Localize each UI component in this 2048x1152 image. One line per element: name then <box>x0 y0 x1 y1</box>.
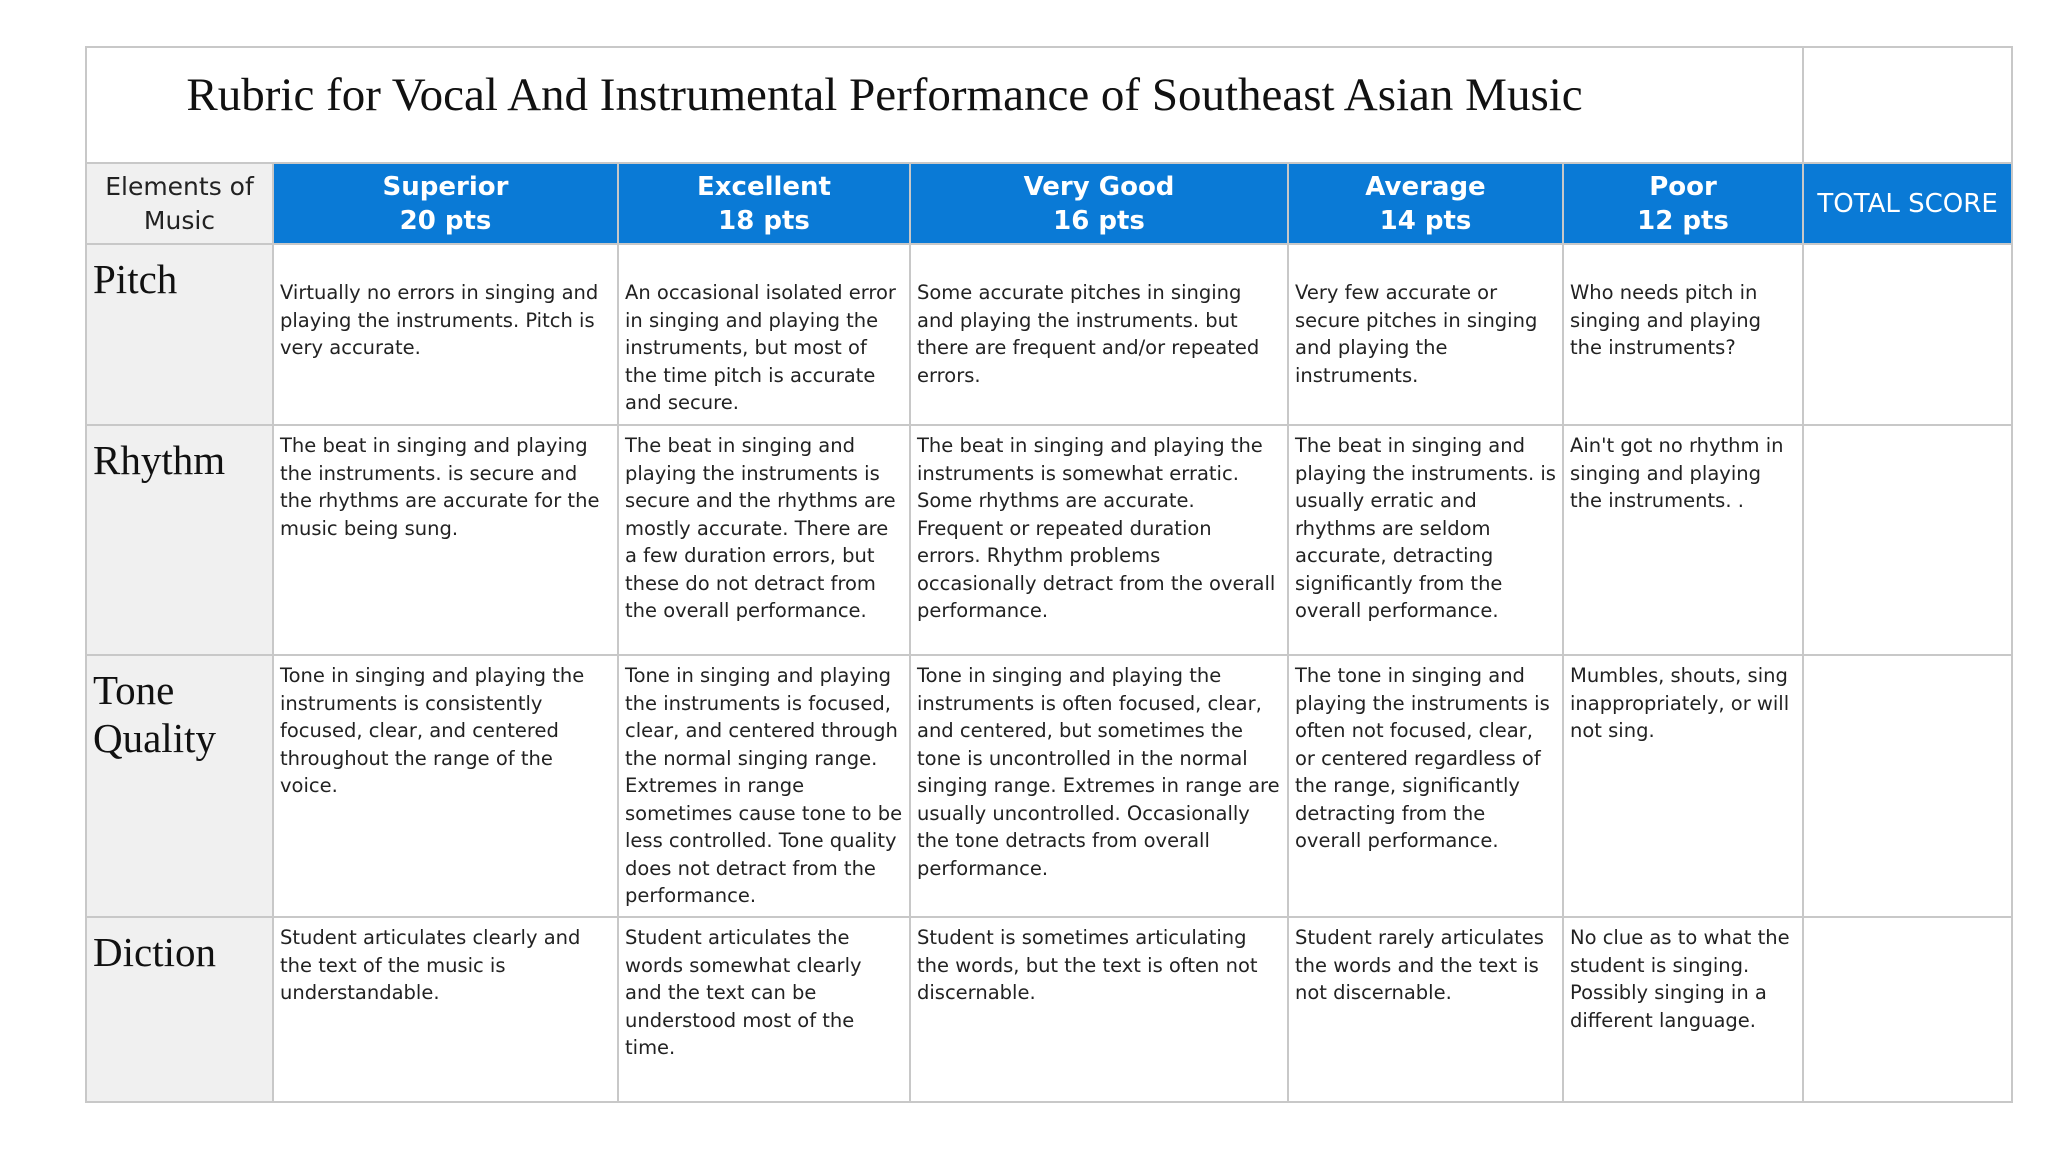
level-header-very-good <box>910 163 1288 244</box>
criterion-cell: The tone in singing and playing the instruments is often not focused, clear, or centered regardless of the range, significantly detracting from the overall performance. <box>1288 655 1563 917</box>
level-name: Poor <box>1649 171 1717 202</box>
criterion-cell: The beat in singing and playing the instruments. is usually erratic and rhythms are seldom accurate, detracting significantly from the overall performance. <box>1288 425 1563 655</box>
rubric-table <box>85 46 2013 1103</box>
score-cell[interactable] <box>1803 917 2012 1102</box>
element-label: Pitch <box>86 244 273 425</box>
total-score-header: TOTAL SCORE <box>1803 163 2012 244</box>
criterion-cell: Some accurate pitches in singing and playing the instruments. but there are frequent and/or repeated errors. <box>910 244 1288 425</box>
score-cell[interactable] <box>1803 244 2012 425</box>
criterion-cell: Tone in singing and playing the instruments is often focused, clear, and centered, but sometimes the tone is uncontrolled in the normal singing range. Extremes in range are usually uncontrolled. Occasionally the tone detracts from overall performance. <box>910 655 1288 917</box>
level-header-excellent <box>618 163 910 244</box>
rubric-row-pitch <box>86 244 2012 425</box>
level-points: 14 pts <box>1379 205 1472 236</box>
criterion-cell: Mumbles, shouts, sing inappropriately, or will not sing. <box>1563 655 1803 917</box>
criterion-cell: Student articulates clearly and the text of the music is understandable. <box>273 917 618 1102</box>
title-row <box>86 47 2012 163</box>
rubric-row-tone-quality <box>86 655 2012 917</box>
criterion-cell: Ain't got no rhythm in singing and playing the instruments. . <box>1563 425 1803 655</box>
level-points: 12 pts <box>1637 205 1729 236</box>
elements-header <box>86 163 273 244</box>
level-name: Superior <box>382 171 509 202</box>
level-name: Excellent <box>697 171 831 202</box>
criterion-cell: The beat in singing and playing the instruments is somewhat erratic. Some rhythms are accurate. Frequent or repeated duration errors. Rhythm problems occasionally detract from the overall performance. <box>910 425 1288 655</box>
score-cell[interactable] <box>1803 655 2012 917</box>
rubric-row-diction <box>86 917 2012 1102</box>
criterion-cell: Virtually no errors in singing and playing the instruments. Pitch is very accurate. <box>273 244 618 425</box>
level-header-superior <box>273 163 618 244</box>
element-label: Rhythm <box>86 425 273 655</box>
criterion-cell: Who needs pitch in singing and playing the instruments? <box>1563 244 1803 425</box>
criterion-cell: Tone in singing and playing the instruments is focused, clear, and centered through the normal singing range. Extremes in range sometimes cause tone to be less controlled. Tone quality does not detract from the performance. <box>618 655 910 917</box>
criterion-cell: No clue as to what the student is singing. Possibly singing in a different language. <box>1563 917 1803 1102</box>
criterion-cell: The beat in singing and playing the instruments. is secure and the rhythms are accurate for the music being sung. <box>273 425 618 655</box>
rubric-row-rhythm <box>86 425 2012 655</box>
element-label: Diction <box>86 917 273 1102</box>
elements-header-label: Elements of Music <box>105 171 254 235</box>
criterion-cell: The beat in singing and playing the instruments is secure and the rhythms are mostly accurate. There are a few duration errors, but these do not detract from the overall performance. <box>618 425 910 655</box>
score-cell[interactable] <box>1803 425 2012 655</box>
criterion-cell: Very few accurate or secure pitches in singing and playing the instruments. <box>1288 244 1563 425</box>
criterion-cell: Student articulates the words somewhat clearly and the text can be understood most of the time. <box>618 917 910 1102</box>
criterion-cell: Tone in singing and playing the instruments is consistently focused, clear, and centered throughout the range of the voice. <box>273 655 618 917</box>
level-header-poor <box>1563 163 1803 244</box>
level-points: 16 pts <box>1053 205 1145 236</box>
level-points: 18 pts <box>718 205 810 236</box>
title-cell <box>86 47 1803 163</box>
header-row <box>86 163 2012 244</box>
level-points: 20 pts <box>399 205 492 236</box>
level-header-average <box>1288 163 1563 244</box>
level-name: Very Good <box>1023 171 1175 202</box>
criterion-cell: Student rarely articulates the words and the text is not discernable. <box>1288 917 1563 1102</box>
element-label: Tone Quality <box>86 655 273 917</box>
criterion-cell: Student is sometimes articulating the words, but the text is often not discernable. <box>910 917 1288 1102</box>
page-title: Rubric for Vocal And Instrumental Performance of Southeast Asian Music <box>186 69 1583 121</box>
criterion-cell: An occasional isolated error in singing and playing the instruments, but most of the time pitch is accurate and secure. <box>618 244 910 425</box>
level-name: Average <box>1365 171 1486 202</box>
title-blank-cell <box>1803 47 2012 163</box>
